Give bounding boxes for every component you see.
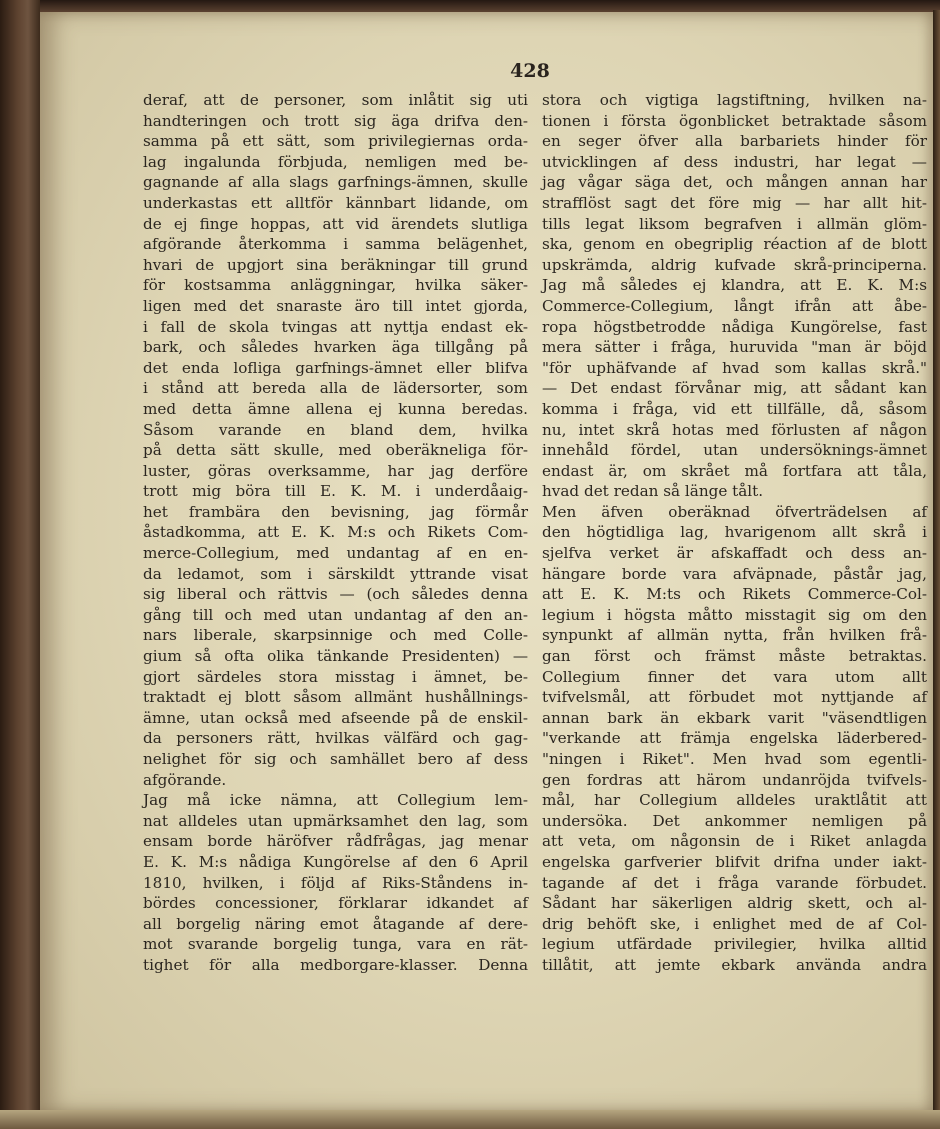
text-line: — Det endast förvånar mig, att sådant kan — [542, 379, 927, 398]
text-line: sjelfva verket är afskaffadt och dess an- — [542, 544, 928, 563]
text-line: mot svarande borgelig tunga, vara en rät- — [143, 935, 529, 954]
book-binding — [0, 0, 40, 1129]
right-text-column — [542, 90, 927, 976]
page-right-edge — [933, 10, 940, 1129]
text-line: ensam borde häröfver rådfrågas, jag menar — [143, 832, 528, 851]
text-line: den högtidliga lag, hvarigenom allt skrå i — [542, 523, 928, 542]
text-line: ropa högstbetrodde nådiga Kungörelse, fast — [542, 317, 928, 336]
text-line: 1810, hvilken, i följd af Riks-Ståndens in- — [143, 873, 529, 892]
text-line: legium utfärdade privilegier, hvilka alltid — [542, 935, 927, 954]
text-line: tionen i första ögonblicket betraktade såsom — [542, 111, 927, 130]
text-line: gjort särdeles stora misstag i ämnet, be- — [143, 667, 528, 686]
text-line: all borgelig näring emot åtagande af dere- — [143, 914, 529, 933]
text-line: nat alldeles utan upmärksamhet den lag, som — [143, 811, 529, 830]
text-line: afgörande. — [143, 770, 227, 789]
text-line: jag vågar säga det, och mången annan har — [542, 173, 927, 192]
text-line: för kostsamma anläggningar, hvilka säker- — [143, 276, 529, 295]
text-line: Jag må icke nämna, att Collegium lem- — [143, 791, 529, 810]
text-line: nu, intet skrå hotas med förlusten af någon — [542, 420, 927, 439]
text-line: Såsom varande en bland dem, hvilka — [143, 420, 529, 439]
text-line: het frambära den bevisning, jag förmår — [143, 502, 528, 521]
text-line: en seger öfver alla barbariets hinder för — [542, 132, 928, 151]
page-bottom-edge — [0, 1110, 940, 1129]
text-line: underkastas ett alltför kännbart lidande, om — [143, 193, 528, 212]
text-line: mera sätter i fråga, huruvida "man är böjd — [542, 338, 927, 357]
text-line: synpunkt af allmän nytta, från hvilken frå- — [542, 626, 928, 645]
text-line: bördes concessioner, förklarar idkandet af — [143, 894, 528, 913]
text-line: tills legat liksom begrafven i allmän glöm- — [542, 214, 927, 233]
text-line: upskrämda, aldrig kufvade skrå-principerna. — [542, 255, 927, 274]
text-line: utvicklingen af dess industri, har legat — — [542, 152, 927, 171]
text-line: att veta, om någonsin de i Riket anlagda — [542, 832, 927, 851]
text-line: på detta sätt skulle, med oberäkneliga för- — [143, 441, 528, 460]
text-line: ska, genom en obegriplig réaction af de blott — [542, 235, 927, 254]
text-line: legium i högsta måtto misstagit sig om den — [542, 605, 927, 624]
text-line: "verkande att främja engelska läderbered- — [542, 729, 927, 748]
text-line: samma på ett sätt, som privilegiernas orda- — [143, 132, 529, 151]
text-line: da personers rätt, hvilkas välfärd och gag- — [143, 729, 529, 748]
text-line: nelighet för sig och samhället bero af dess — [143, 750, 529, 768]
text-line: afgörande återkomma i samma belägenhet, — [143, 235, 529, 254]
text-line: merce-Collegium, med undantag af en en- — [143, 544, 528, 563]
text-line: luster, göras overksamme, har jag derföre — [143, 461, 529, 480]
text-line: "för uphäfvande af hvad som kallas skrå." — [542, 358, 928, 377]
text-line: hängare borde vara afväpnade, påstår jag, — [542, 564, 927, 583]
text-line: tighet för alla medborgare-klasser. Denna — [143, 955, 528, 974]
text-line: att E. K. M:ts och Rikets Commerce-Col- — [542, 585, 927, 604]
text-line: det enda lofliga garfnings-ämnet eller blifva — [143, 358, 529, 377]
text-line: strafflöst sagt det före mig — har allt hit- — [542, 193, 927, 212]
page-number: 428 — [510, 60, 550, 82]
text-line: E. K. M:s nådiga Kungörelse af den 6 April — [143, 852, 529, 871]
text-line: med detta ämne allena ej kunna beredas. — [143, 399, 529, 418]
text-line: traktadt ej blott såsom allmänt hushållnings- — [143, 688, 528, 707]
top-shadow — [0, 0, 940, 12]
text-line: gagnande af alla slags garfnings-ämnen, skulle — [143, 173, 528, 192]
text-line: i stånd att bereda alla de lädersorter, som — [143, 379, 528, 398]
text-line: Men äfven oberäknad öfverträdelsen af — [542, 502, 928, 521]
text-line: i fall de skola tvingas att nyttja endast ek- — [143, 317, 529, 336]
text-line: tillåtit, att jemte ekbark använda andra — [542, 955, 927, 974]
text-line: bark, och således hvarken äga tillgång på — [143, 338, 528, 357]
text-line: Sådant har säkerligen aldrig skett, och al- — [542, 894, 928, 913]
text-line: nars liberale, skarpsinnige och med Colle- — [143, 626, 528, 645]
text-line: deraf, att de personer, som inlåtit sig uti — [143, 91, 528, 109]
text-line: hvari de upgjort sina beräkningar till grund — [143, 255, 529, 274]
text-line: tagande af det i fråga varande förbudet. — [542, 873, 928, 892]
text-line: drig behöft ske, i enlighet med de af Col- — [542, 914, 927, 933]
text-line: mål, har Collegium alldeles uraktlåtit att — [542, 791, 928, 810]
text-line: stora och vigtiga lagstiftning, hvilken na- — [542, 91, 928, 109]
text-line: sig liberal och rättvis — (och således denna — [143, 585, 529, 604]
text-line: Jag må således ej klandra, att E. K. M:s — [542, 276, 928, 295]
text-line: gium så ofta olika tänkande Presidenten) — — [143, 647, 529, 666]
text-line: Commerce-Collegium, långt ifrån att åbe- — [542, 296, 927, 315]
text-line: da ledamot, som i särskildt yttrande visat — [143, 564, 529, 583]
left-text-column — [143, 90, 528, 976]
text-line: innehåld fördel, utan undersöknings-ämnet — [542, 441, 927, 460]
text-line: gen fordras att härom undanröjda tvifvels- — [542, 770, 928, 789]
text-line: ligen med det snaraste äro till intet gjorda, — [143, 296, 529, 315]
text-line: trott mig böra till E. K. M. i underdåaig- — [143, 482, 528, 501]
text-line: endast är, om skrået må fortfara att tåla, — [542, 461, 928, 480]
text-line: ämne, utan också med afseende på de enskil- — [143, 708, 528, 727]
text-line: "ningen i Riket". Men hvad som egentli- — [542, 750, 927, 768]
text-line: annan bark än ekbark varit "väsendtligen — [542, 708, 928, 727]
text-line: gan först och främst måste betraktas. — [542, 647, 927, 666]
text-line: åstadkomma, att E. K. M:s och Rikets Com- — [143, 523, 529, 542]
text-line: tvifvelsmål, att förbudet mot nyttjande af — [542, 688, 928, 707]
text-line: lag ingalunda förbjuda, nemligen med be- — [143, 152, 529, 171]
text-line: hvad det redan så länge tålt. — [542, 482, 764, 501]
text-line: handteringen och trott sig äga drifva den- — [143, 111, 528, 130]
text-line: de ej finge hoppas, att vid ärendets slutliga — [143, 214, 528, 233]
text-line: Collegium finner det vara utom allt — [542, 667, 928, 686]
text-line: engelska garfverier blifvit drifna under iakt- — [542, 852, 927, 871]
text-line: komma i fråga, vid ett tillfälle, då, såsom — [542, 399, 928, 418]
text-line: undersöka. Det ankommer nemligen på — [542, 811, 928, 830]
text-line: gång till och med utan undantag af den an- — [143, 605, 528, 624]
